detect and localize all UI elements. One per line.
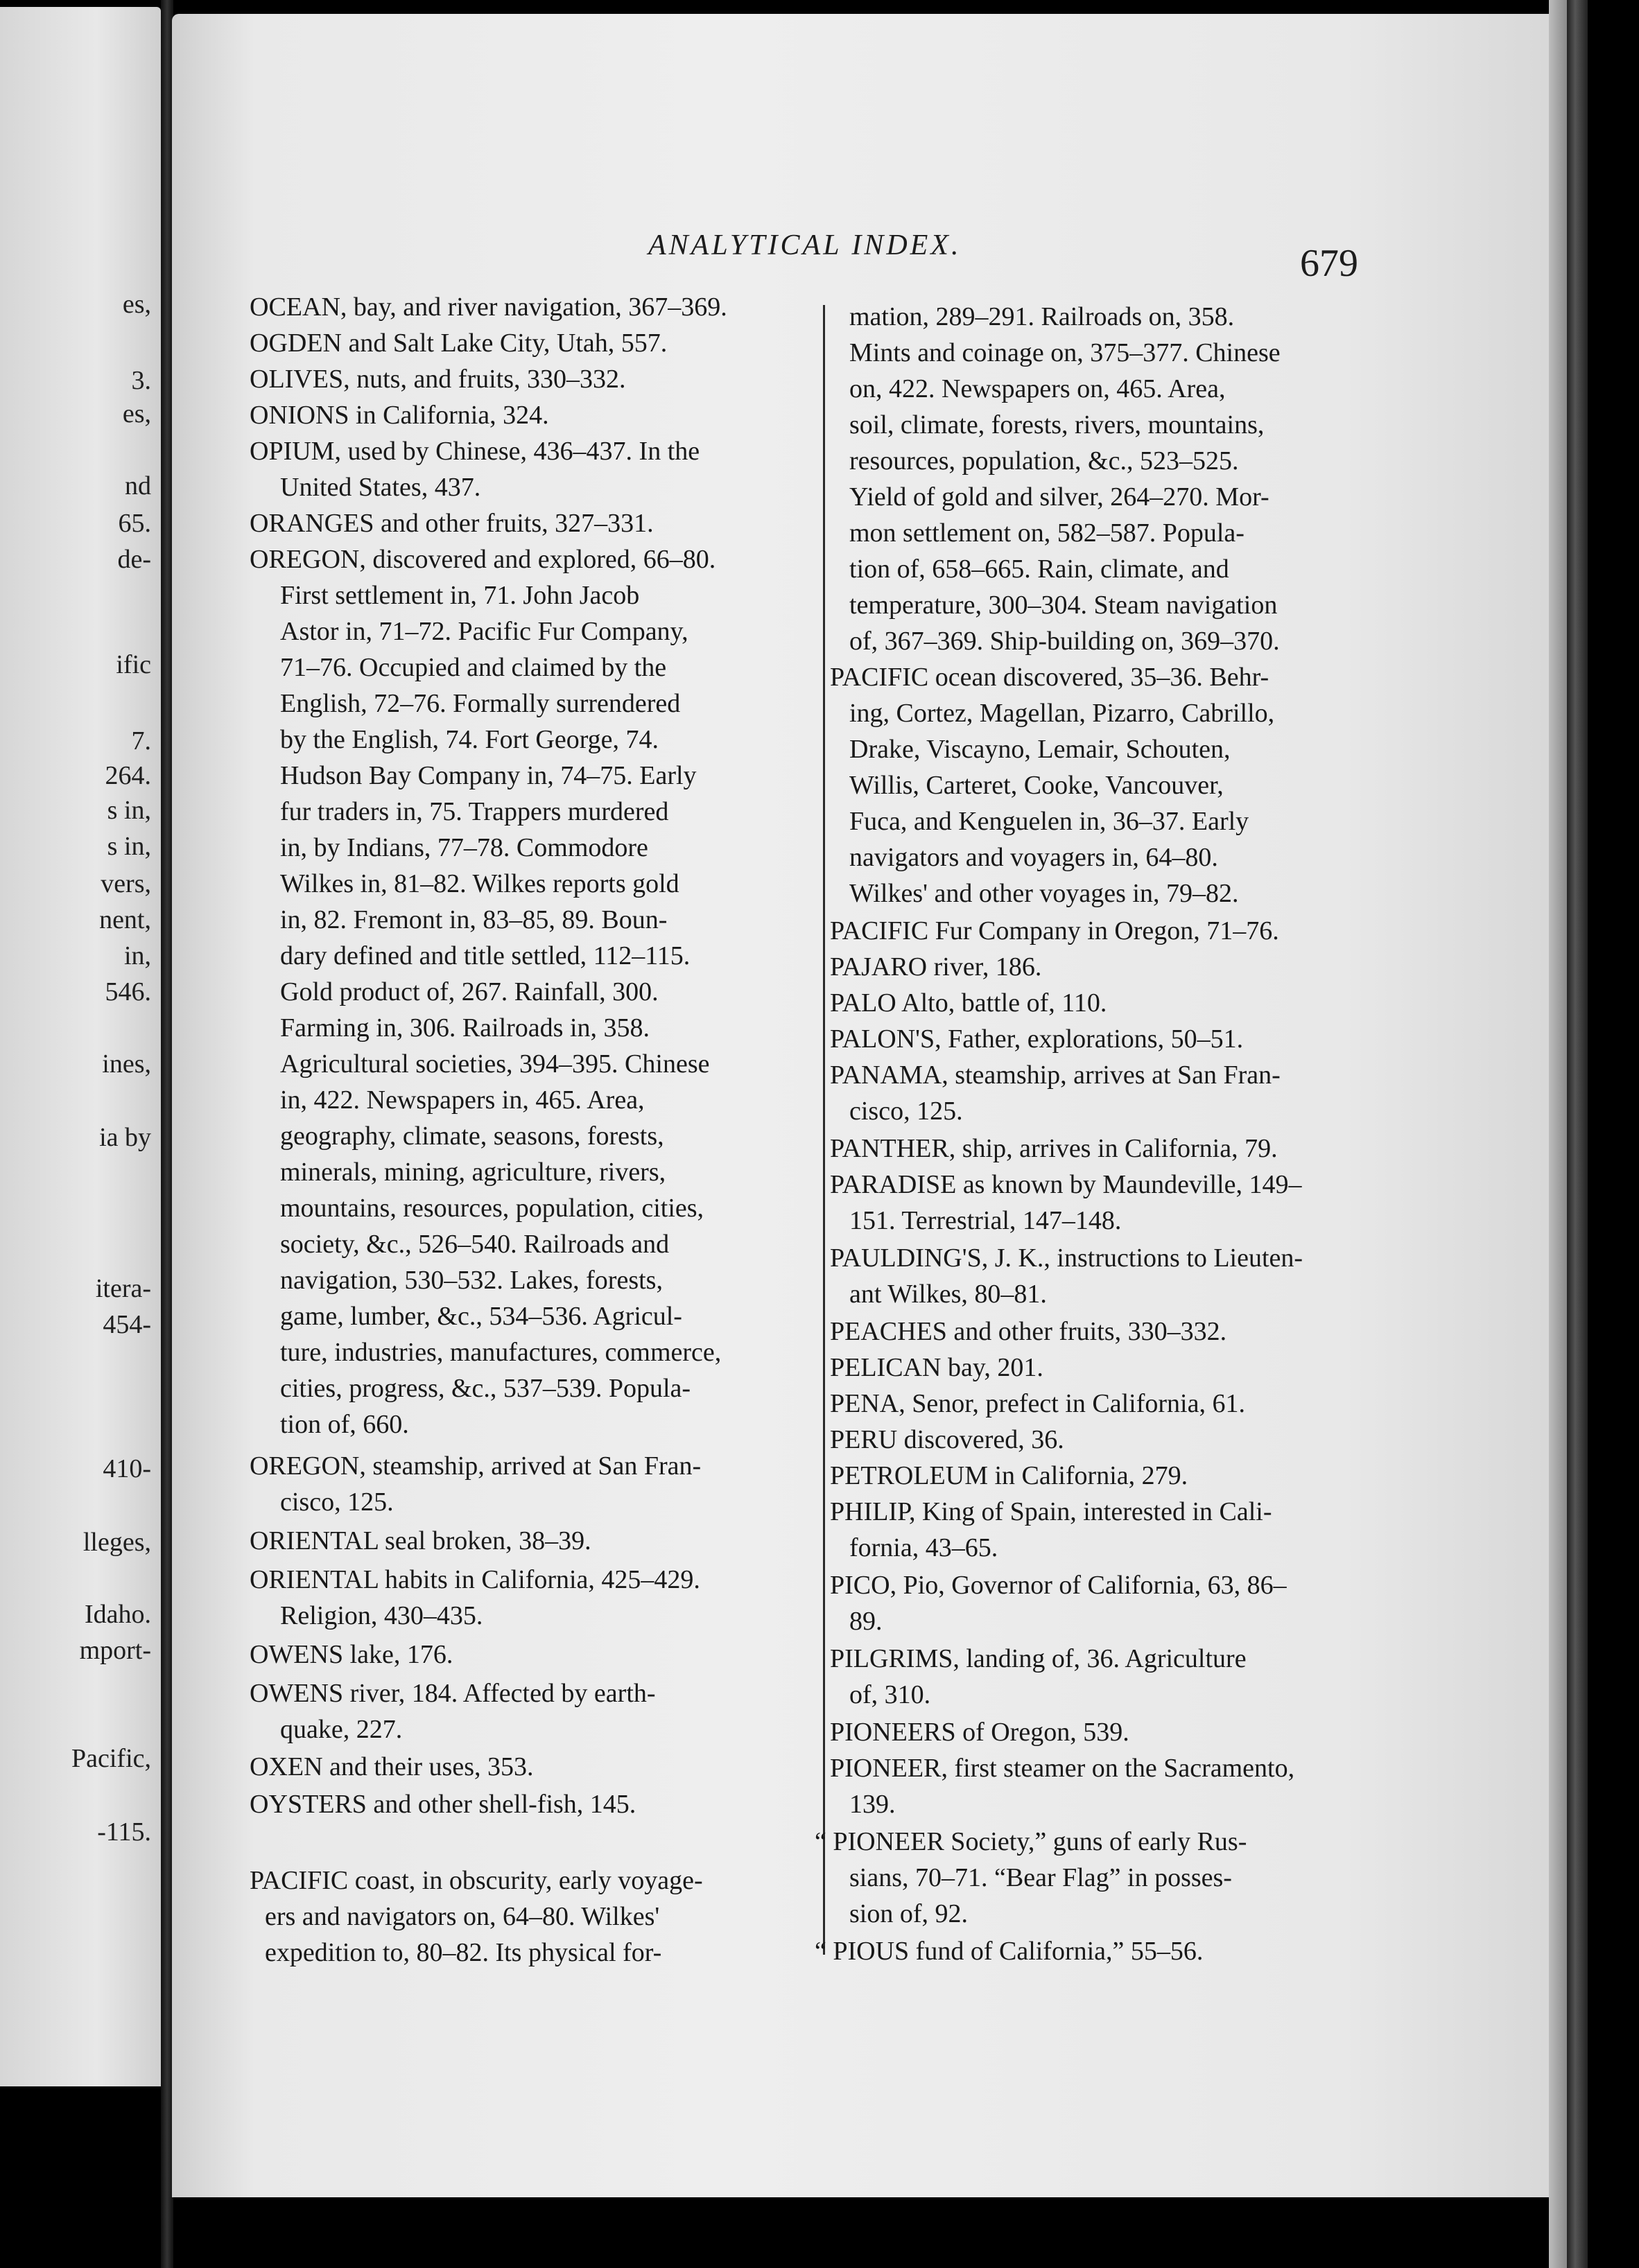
- index-line: PAJARO river, 186.: [830, 952, 1042, 982]
- index-line: minerals, mining, agriculture, rivers,: [280, 1158, 666, 1187]
- index-line: on, 422. Newspapers on, 465. Area,: [849, 374, 1226, 403]
- left-page-fragment: mport-: [79, 1636, 151, 1665]
- left-page-fragment: Pacific,: [71, 1744, 151, 1773]
- page-number: 679: [1300, 242, 1358, 285]
- index-line: cisco, 125.: [849, 1097, 963, 1126]
- index-line: OWENS lake, 176.: [250, 1640, 453, 1669]
- index-line: Wilkes' and other voyages in, 79–82.: [849, 879, 1239, 908]
- index-line: ant Wilkes, 80–81.: [849, 1280, 1047, 1309]
- index-line: PENA, Senor, prefect in California, 61.: [830, 1389, 1245, 1418]
- index-line: 139.: [849, 1790, 896, 1819]
- index-line: geography, climate, seasons, forests,: [280, 1122, 664, 1151]
- index-line: OLIVES, nuts, and fruits, 330–332.: [250, 365, 626, 394]
- left-page-fragment: ines,: [102, 1049, 151, 1079]
- index-line: Yield of gold and silver, 264–270. Mor-: [849, 482, 1269, 512]
- index-line: Drake, Viscayno, Lemair, Schouten,: [849, 735, 1231, 764]
- left-page-fragment: 264.: [105, 761, 151, 790]
- index-line: First settlement in, 71. John Jacob: [280, 581, 640, 610]
- index-line: PALO Alto, battle of, 110.: [830, 988, 1107, 1018]
- left-page-fragment: 7.: [131, 726, 151, 756]
- index-line: OGDEN and Salt Lake City, Utah, 557.: [250, 329, 668, 358]
- left-facing-page: [0, 7, 161, 2086]
- index-line: of, 367–369. Ship-building on, 369–370.: [849, 627, 1280, 656]
- index-line: PHILIP, King of Spain, interested in Cali-: [830, 1497, 1272, 1526]
- left-page-fragment: es,: [122, 290, 151, 319]
- index-line: PILGRIMS, landing of, 36. Agriculture: [830, 1644, 1247, 1673]
- index-line: dary defined and title settled, 112–115.: [280, 941, 691, 970]
- index-line: quake, 227.: [280, 1715, 403, 1744]
- left-page-fragment: ific: [116, 650, 151, 679]
- left-page-fragment: itera-: [95, 1274, 151, 1303]
- index-line: navigation, 530–532. Lakes, forests,: [280, 1266, 663, 1295]
- index-line: mountains, resources, population, cities,: [280, 1194, 704, 1223]
- index-line: mon settlement on, 582–587. Popula-: [849, 518, 1245, 548]
- left-page-fragment: nent,: [99, 905, 151, 934]
- index-line: United States, 437.: [280, 473, 481, 502]
- index-line: cisco, 125.: [280, 1488, 394, 1517]
- left-page-fragment: vers,: [101, 869, 151, 898]
- index-line: Religion, 430–435.: [280, 1601, 483, 1630]
- index-line: sion of, 92.: [849, 1899, 968, 1928]
- index-line: in, 422. Newspapers in, 465. Area,: [280, 1085, 645, 1115]
- index-line: PANTHER, ship, arrives in California, 79.: [830, 1134, 1278, 1163]
- index-line: PEACHES and other fruits, 330–332.: [830, 1317, 1227, 1346]
- index-line: PIONEER, first steamer on the Sacramento,: [830, 1754, 1295, 1783]
- index-line: fornia, 43–65.: [849, 1533, 998, 1562]
- index-line: cities, progress, &c., 537–539. Popula-: [280, 1374, 691, 1403]
- page-edge: [1549, 0, 1567, 2268]
- index-line: Hudson Bay Company in, 74–75. Early: [280, 761, 697, 790]
- left-page-fragment: ia by: [99, 1123, 151, 1152]
- index-line: mation, 289–291. Railroads on, 358.: [849, 302, 1235, 331]
- index-line: PACIFIC ocean discovered, 35–36. Behr-: [830, 663, 1269, 692]
- index-line: 71–76. Occupied and claimed by the: [280, 653, 667, 682]
- index-line: OPIUM, used by Chinese, 436–437. In the: [250, 437, 700, 466]
- left-page-fragment: lleges,: [83, 1528, 151, 1557]
- index-line: 89.: [849, 1607, 883, 1636]
- index-line: PANAMA, steamship, arrives at San Fran-: [830, 1061, 1281, 1090]
- index-line: ORIENTAL habits in California, 425–429.: [250, 1565, 700, 1594]
- index-line: temperature, 300–304. Steam navigation: [849, 591, 1278, 620]
- index-line: ture, industries, manufactures, commerce,: [280, 1338, 722, 1367]
- index-line: OYSTERS and other shell-fish, 145.: [250, 1790, 636, 1819]
- index-line: ONIONS in California, 324.: [250, 401, 549, 430]
- index-line: Gold product of, 267. Rainfall, 300.: [280, 977, 659, 1006]
- index-line: PACIFIC Fur Company in Oregon, 71–76.: [830, 916, 1279, 945]
- index-line: sians, 70–71. “Bear Flag” in posses-: [849, 1863, 1232, 1892]
- index-line: PARADISE as known by Maundeville, 149–: [830, 1170, 1302, 1199]
- index-line: English, 72–76. Formally surrendered: [280, 689, 681, 718]
- index-line: Mints and coinage on, 375–377. Chinese: [849, 338, 1281, 367]
- left-page-fragment: s in,: [107, 832, 151, 861]
- index-line: Astor in, 71–72. Pacific Fur Company,: [280, 617, 688, 646]
- left-page-fragment: 546.: [105, 977, 151, 1006]
- index-line: Fuca, and Kenguelen in, 36–37. Early: [849, 807, 1249, 836]
- column-divider: [823, 305, 825, 1955]
- index-line: by the English, 74. Fort George, 74.: [280, 725, 659, 754]
- left-page-fragment: 65.: [118, 509, 151, 538]
- index-line: OCEAN, bay, and river navigation, 367–369.: [250, 293, 727, 322]
- index-line: 151. Terrestrial, 147–148.: [849, 1206, 1122, 1235]
- index-line: PIONEERS of Oregon, 539.: [830, 1718, 1129, 1747]
- index-line: expedition to, 80–82. Its physical for-: [265, 1938, 662, 1967]
- left-page-fragment: 454-: [103, 1310, 151, 1339]
- index-line: OWENS river, 184. Affected by earth-: [250, 1679, 656, 1708]
- index-line: ORIENTAL seal broken, 38–39.: [250, 1526, 591, 1555]
- index-line: game, lumber, &c., 534–536. Agricul-: [280, 1302, 682, 1331]
- book-binding-edge: [1567, 0, 1588, 2268]
- left-page-fragment: s in,: [107, 796, 151, 825]
- index-line: tion of, 660.: [280, 1410, 409, 1439]
- index-line: Farming in, 306. Railroads in, 358.: [280, 1013, 650, 1043]
- index-line: Wilkes in, 81–82. Wilkes reports gold: [280, 869, 679, 898]
- index-line: ing, Cortez, Magellan, Pizarro, Cabrillo,: [849, 699, 1275, 728]
- left-page-fragment: es,: [122, 399, 151, 428]
- index-line: PELICAN bay, 201.: [830, 1353, 1043, 1382]
- index-line: OREGON, steamship, arrived at San Fran-: [250, 1451, 702, 1481]
- index-line: navigators and voyagers in, 64–80.: [849, 843, 1218, 872]
- left-page-fragment: in,: [123, 941, 151, 970]
- left-page-fragment: -115.: [97, 1817, 151, 1847]
- left-page-fragment: 3.: [131, 366, 151, 395]
- running-header: ANALYTICAL INDEX.: [648, 229, 962, 261]
- index-line: Willis, Carteret, Cooke, Vancouver,: [849, 771, 1224, 800]
- index-line: PETROLEUM in California, 279.: [830, 1461, 1188, 1490]
- left-page-fragment: nd: [125, 471, 151, 500]
- left-page-fragment: de-: [117, 545, 151, 574]
- index-line: PICO, Pio, Governor of California, 63, 86–: [830, 1571, 1287, 1600]
- index-line: PERU discovered, 36.: [830, 1425, 1064, 1454]
- index-line: tion of, 658–665. Rain, climate, and: [849, 555, 1229, 584]
- index-line: in, 82. Fremont in, 83–85, 89. Boun-: [280, 905, 668, 934]
- left-page-fragment: 410-: [103, 1454, 151, 1483]
- index-line: PALON'S, Father, explorations, 50–51.: [830, 1024, 1244, 1054]
- index-line: of, 310.: [849, 1680, 931, 1709]
- index-line: PAULDING'S, J. K., instructions to Lieuten-: [830, 1244, 1303, 1273]
- index-line: resources, population, &c., 523–525.: [849, 446, 1239, 476]
- index-line: “ PIONEER Society,” guns of early Rus-: [815, 1827, 1247, 1856]
- index-line: OXEN and their uses, 353.: [250, 1752, 534, 1781]
- index-line: PACIFIC coast, in obscurity, early voyage-: [250, 1866, 703, 1895]
- index-line: fur traders in, 75. Trappers murdered: [280, 797, 669, 826]
- index-line: society, &c., 526–540. Railroads and: [280, 1230, 670, 1259]
- index-line: ORANGES and other fruits, 327–331.: [250, 509, 654, 538]
- index-line: in, by Indians, 77–78. Commodore: [280, 833, 648, 862]
- index-line: Agricultural societies, 394–395. Chinese: [280, 1049, 710, 1079]
- index-line: soil, climate, forests, rivers, mountains,: [849, 410, 1265, 439]
- index-line: “ PIOUS fund of California,” 55–56.: [815, 1937, 1204, 1966]
- index-line: OREGON, discovered and explored, 66–80.: [250, 545, 716, 574]
- index-line: ers and navigators on, 64–80. Wilkes': [265, 1902, 660, 1931]
- left-page-fragment: Idaho.: [84, 1600, 151, 1629]
